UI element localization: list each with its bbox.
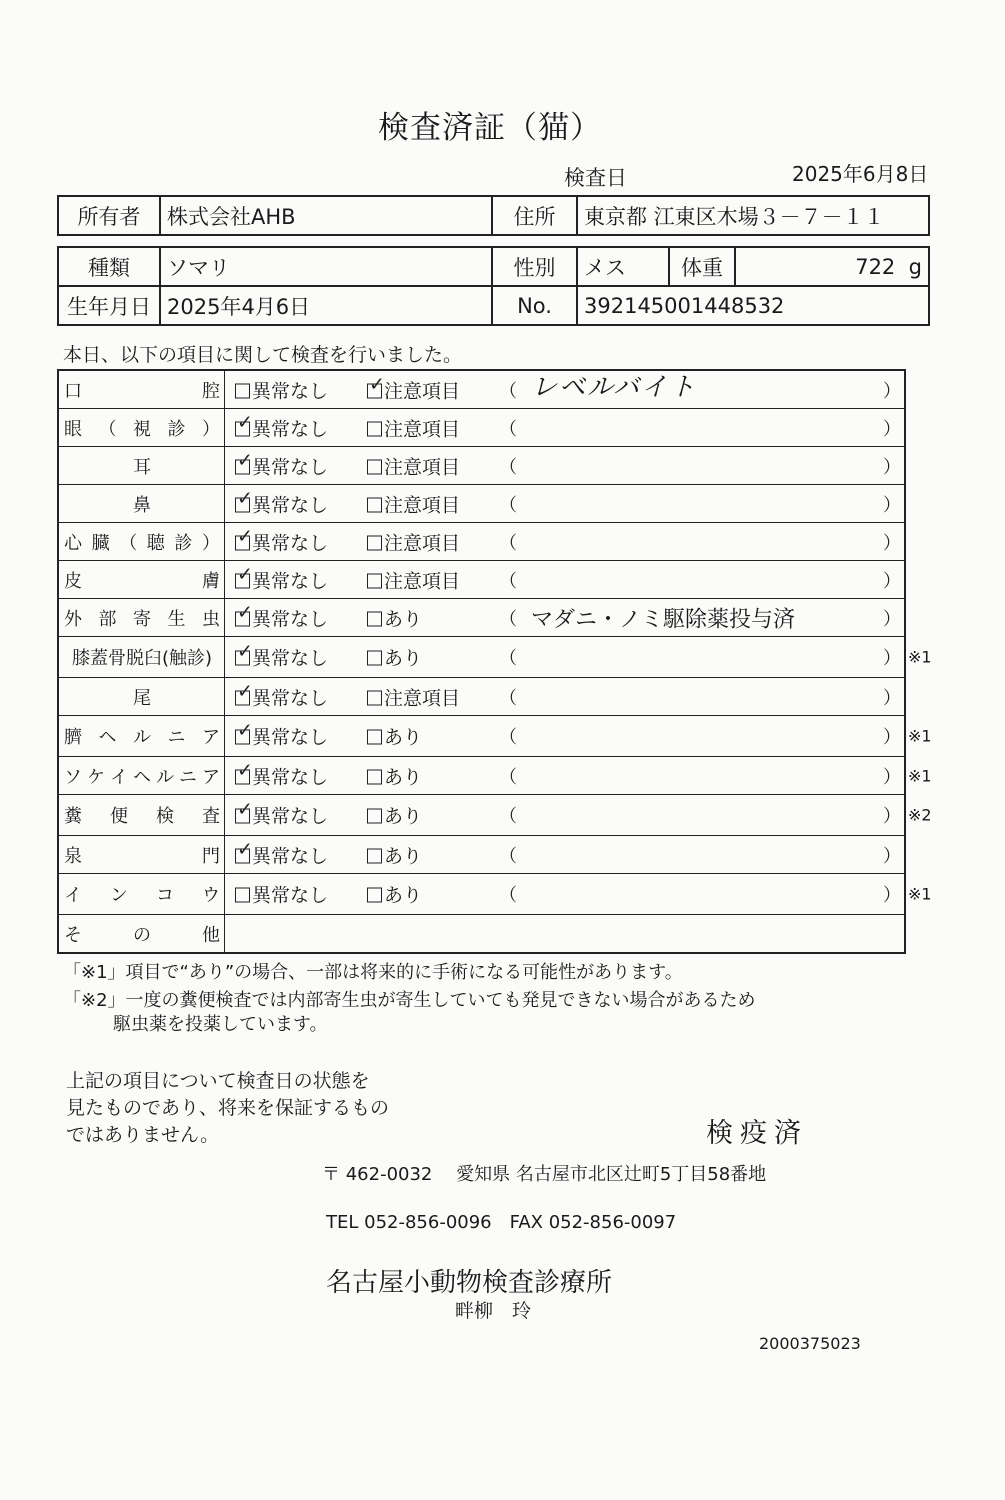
weight-value xyxy=(735,247,929,286)
caution-option[interactable] xyxy=(367,644,422,671)
checkbox[interactable] xyxy=(367,809,382,824)
item-name-char: ヘ xyxy=(98,727,117,748)
paren-open: （ xyxy=(499,885,517,906)
checkbox[interactable] xyxy=(235,487,253,512)
item-name-char: イ xyxy=(110,766,128,788)
option-label: 異常なし xyxy=(252,532,329,554)
item-note: マダニ・ノミ駆除薬投与済 xyxy=(531,607,796,632)
check-mark-icon: ✓ xyxy=(237,525,253,547)
option-label: あり xyxy=(384,726,423,749)
inspection-row xyxy=(59,522,904,560)
no-abnormality-option[interactable] xyxy=(235,376,328,403)
item-name xyxy=(59,409,225,446)
no-abnormality-option[interactable] xyxy=(235,640,329,671)
paren-open: （ xyxy=(499,845,517,867)
paren-close: ） xyxy=(883,608,901,630)
caution-option[interactable] xyxy=(367,414,460,441)
no-value: 392145001448532 xyxy=(577,286,929,325)
paren-close: ） xyxy=(883,766,901,788)
item-name xyxy=(59,561,225,598)
item-name-char: 聴 xyxy=(146,532,165,554)
paren-close: ） xyxy=(883,570,901,592)
option-label: 異常なし xyxy=(252,570,329,592)
item-name xyxy=(59,795,225,835)
owner-table xyxy=(57,195,930,236)
item-name xyxy=(59,836,225,873)
check-mark-icon: ✓ xyxy=(237,719,253,742)
option-label: 異常なし xyxy=(252,766,329,788)
check-mark-icon: ✓ xyxy=(237,563,253,585)
item-name-char: （ xyxy=(119,532,138,554)
checkbox[interactable] xyxy=(367,373,385,398)
option-label: あり xyxy=(384,647,423,670)
checkbox[interactable] xyxy=(235,680,253,705)
checkbox[interactable] xyxy=(235,601,253,626)
item-name-char: 膚 xyxy=(202,570,220,592)
item-name-char: 便 xyxy=(110,806,128,827)
item-name-char: 口 xyxy=(64,380,82,402)
checkbox[interactable] xyxy=(235,759,253,784)
caution-option[interactable] xyxy=(367,604,422,631)
inspection-row xyxy=(59,636,932,677)
paren-close: ） xyxy=(883,727,901,748)
item-name-char: 皮 xyxy=(64,570,82,592)
item-name-char: 臍 xyxy=(64,727,82,748)
item-name xyxy=(59,371,225,408)
footnote-2-continued: 駆虫薬を投薬しています。 xyxy=(113,1014,328,1035)
paren-close: ） xyxy=(883,532,901,554)
paren-close: ） xyxy=(883,687,901,709)
caution-option[interactable] xyxy=(367,841,422,868)
check-mark-icon: ✓ xyxy=(237,411,253,433)
vet-name: 畔柳 玲 xyxy=(455,1300,532,1322)
birth-value: 2025年4月6日 xyxy=(160,286,492,325)
item-name-char: （ xyxy=(98,418,117,440)
owner-label: 所有者 xyxy=(58,196,160,235)
checkbox[interactable] xyxy=(367,888,382,903)
item-name-char: 腔 xyxy=(202,380,220,402)
item-name-char: ケ xyxy=(87,766,105,788)
weight-label: 体重 xyxy=(669,247,735,286)
check-mark-icon: ✓ xyxy=(237,487,253,509)
paren-open: （ xyxy=(499,766,517,788)
checkbox[interactable] xyxy=(235,411,253,436)
no-abnormality-option[interactable] xyxy=(235,487,329,517)
item-name-char: 耳 xyxy=(133,456,151,478)
no-abnormality-option[interactable] xyxy=(235,601,329,631)
exam-date-label: 検査日 xyxy=(564,166,627,190)
paren-close: ） xyxy=(883,806,901,827)
pet-info-table xyxy=(57,246,930,326)
clinic-address: 〒 462-0032 愛知県 名古屋市北区辻町5丁目58番地 xyxy=(322,1164,767,1185)
check-mark-icon: ✓ xyxy=(237,601,253,623)
check-mark-icon: ✓ xyxy=(237,640,253,663)
option-label: 注意項目 xyxy=(384,570,461,592)
checkbox[interactable] xyxy=(367,459,382,474)
item-name-char: ヘ xyxy=(133,766,151,788)
sex-value: メス xyxy=(577,247,669,286)
paren-open: （ xyxy=(499,806,517,827)
item-name-char: 査 xyxy=(202,806,220,827)
item-name-char: 門 xyxy=(202,845,220,867)
option-label: 異常なし xyxy=(252,805,329,828)
item-name-char: ン xyxy=(110,885,128,906)
weight-number: 722 xyxy=(855,254,896,279)
paren-open: （ xyxy=(499,532,517,554)
owner-value: 株式会社AHB xyxy=(160,196,492,235)
item-name-char: そ xyxy=(64,924,82,946)
inspection-row xyxy=(59,408,904,446)
caution-option[interactable] xyxy=(367,723,422,750)
inspection-row xyxy=(59,715,932,756)
disclaimer-line-3: ではありません。 xyxy=(66,1124,220,1146)
paren-open: （ xyxy=(499,608,517,630)
caution-option[interactable] xyxy=(367,683,460,710)
inspection-row xyxy=(59,371,904,408)
item-name-char: ニ xyxy=(167,727,186,748)
paren-close: ） xyxy=(883,418,901,440)
checkbox[interactable] xyxy=(367,497,382,512)
item-name-char: ル xyxy=(133,727,151,748)
item-name xyxy=(59,678,225,715)
checkbox[interactable] xyxy=(235,888,250,903)
item-name-char: ソ xyxy=(64,766,82,788)
option-label: 異常なし xyxy=(252,494,329,516)
checkbox[interactable] xyxy=(367,730,382,745)
option-label: 異常なし xyxy=(252,380,329,402)
check-mark-icon: ✓ xyxy=(369,373,385,395)
item-name xyxy=(59,874,225,914)
option-label: あり xyxy=(384,805,423,828)
option-label: あり xyxy=(384,845,423,867)
caution-option[interactable] xyxy=(367,452,460,479)
check-mark-icon: ✓ xyxy=(237,680,253,702)
breed-label: 種類 xyxy=(58,247,160,286)
no-abnormality-option[interactable] xyxy=(235,563,329,593)
weight-unit: g xyxy=(908,254,922,279)
checkbox[interactable] xyxy=(235,719,253,745)
no-label: No. xyxy=(492,286,577,325)
item-name xyxy=(59,637,225,677)
paren-close: ） xyxy=(883,648,901,669)
item-name xyxy=(59,757,225,794)
item-name-char: 虫 xyxy=(202,608,220,630)
item-name-char: ） xyxy=(202,418,220,440)
paren-open: （ xyxy=(499,380,517,402)
check-mark-icon: ✓ xyxy=(237,798,253,821)
item-name-char: 視 xyxy=(133,418,151,440)
quarantine-stamp: 検疫済 xyxy=(706,1118,808,1149)
checkbox[interactable] xyxy=(367,573,382,588)
inspection-row xyxy=(59,446,904,484)
item-name-char: 部 xyxy=(98,608,117,630)
paren-open: （ xyxy=(499,727,517,748)
item-name xyxy=(59,716,225,756)
item-name-char: コ xyxy=(156,885,174,906)
checkbox[interactable] xyxy=(367,848,382,863)
item-name-char: ア xyxy=(202,727,220,748)
caution-option[interactable] xyxy=(367,373,461,403)
check-mark-icon: ✓ xyxy=(237,838,253,860)
footnote-ref: ※2 xyxy=(908,805,932,825)
checkbox[interactable] xyxy=(367,421,382,436)
footnote-ref: ※1 xyxy=(908,726,932,746)
checkbox[interactable] xyxy=(235,563,253,588)
item-name xyxy=(59,599,225,636)
option-label: 異常なし xyxy=(252,456,329,478)
clinic-name: 名古屋小動物検査診療所 xyxy=(326,1268,613,1298)
inspection-row xyxy=(59,756,932,794)
no-abnormality-option[interactable] xyxy=(235,680,329,710)
checkbox[interactable] xyxy=(235,525,253,550)
paren-open: （ xyxy=(499,687,517,709)
option-label: 異常なし xyxy=(252,884,329,907)
item-name-char: イ xyxy=(64,885,82,906)
paren-open: （ xyxy=(499,494,517,516)
footnote-1: 「※1」項目で“あり”の場合、一部は将来的に手術になる可能性があります。 xyxy=(63,962,683,983)
inspection-row xyxy=(59,484,904,522)
item-name xyxy=(59,523,225,560)
paren-close: ） xyxy=(883,845,901,867)
option-label: 注意項目 xyxy=(384,494,461,516)
item-name xyxy=(59,485,225,522)
inspection-row xyxy=(59,914,904,952)
option-label: 注意項目 xyxy=(384,418,461,440)
checkbox[interactable] xyxy=(367,535,382,550)
item-name-char: 臓 xyxy=(91,532,110,554)
no-abnormality-option[interactable] xyxy=(235,838,329,868)
document-title: 検査済証（猫） xyxy=(378,110,602,146)
item-name-char: ル xyxy=(156,766,174,788)
caution-option[interactable] xyxy=(367,490,460,517)
item-name-char: 検 xyxy=(156,806,174,827)
item-name-char: の xyxy=(133,924,151,946)
inspection-row xyxy=(59,598,904,636)
check-mark-icon: ✓ xyxy=(237,759,253,781)
item-name-char: 尾 xyxy=(133,687,151,709)
item-name-char: 眼 xyxy=(64,418,82,440)
item-name-char: 寄 xyxy=(133,608,151,630)
inspection-table xyxy=(57,369,932,954)
checkbox[interactable] xyxy=(235,383,250,398)
caution-option[interactable] xyxy=(367,802,422,829)
item-name-char: 糞 xyxy=(64,806,82,827)
item-name-char: 生 xyxy=(167,608,186,630)
checkbox[interactable] xyxy=(235,449,253,474)
option-label: あり xyxy=(384,608,423,630)
paren-open: （ xyxy=(499,648,517,669)
inspection-row xyxy=(59,873,932,914)
item-name-char: ） xyxy=(201,532,220,554)
paren-close: ） xyxy=(883,494,901,516)
paren-close: ） xyxy=(883,456,901,478)
item-name-char: ニ xyxy=(179,766,197,788)
checkbox[interactable] xyxy=(367,769,382,784)
inspection-row xyxy=(59,794,932,835)
paren-close: ） xyxy=(883,380,901,402)
no-abnormality-option[interactable] xyxy=(235,881,328,908)
item-name-char: ア xyxy=(202,766,220,788)
item-name-char: 診 xyxy=(167,418,186,440)
caution-option[interactable] xyxy=(367,762,422,789)
inspection-row xyxy=(59,835,904,873)
option-label: 異常なし xyxy=(252,687,329,709)
option-label: 異常なし xyxy=(252,608,329,630)
item-name-char: 泉 xyxy=(64,845,82,867)
footnote-2: 「※2」一度の糞便検査では内部寄生虫が寄生していても発見できない場合があるため xyxy=(63,990,756,1011)
item-name-char: 外 xyxy=(64,608,82,630)
caution-option[interactable] xyxy=(367,566,460,593)
address-label: 住所 xyxy=(492,196,577,235)
option-label: あり xyxy=(384,884,423,907)
checkbox[interactable] xyxy=(367,611,382,626)
option-label: 注意項目 xyxy=(384,532,461,554)
no-abnormality-option[interactable] xyxy=(235,411,329,441)
option-label: 注意項目 xyxy=(384,687,461,709)
no-abnormality-option[interactable] xyxy=(235,719,329,750)
disclaimer-line-2: 見たものであり、将来を保証するもの xyxy=(66,1097,390,1119)
exam-date: 2025年6月8日 xyxy=(792,162,929,186)
check-mark-icon: ✓ xyxy=(237,449,253,471)
no-abnormality-option[interactable] xyxy=(235,525,329,555)
item-name-char: 心 xyxy=(64,532,82,554)
item-name-char: ウ xyxy=(202,885,220,906)
checkbox[interactable] xyxy=(235,798,253,824)
item-name-char: 診 xyxy=(174,532,193,554)
option-label: 異常なし xyxy=(252,845,329,867)
paren-open: （ xyxy=(499,456,517,478)
option-label: 異常なし xyxy=(252,726,329,749)
item-note: レベルバイト xyxy=(531,372,698,403)
no-abnormality-option[interactable] xyxy=(235,798,329,829)
option-label: 注意項目 xyxy=(384,380,461,402)
paren-open: （ xyxy=(499,570,517,592)
intro-text: 本日、以下の項目に関して検査を行いました。 xyxy=(63,344,463,366)
serial-number: 2000375023 xyxy=(759,1334,861,1353)
footnote-ref: ※1 xyxy=(908,766,932,785)
option-label: あり xyxy=(384,766,423,788)
checkbox[interactable] xyxy=(367,651,382,666)
birth-label: 生年月日 xyxy=(58,286,160,325)
option-label: 異常なし xyxy=(252,418,329,440)
caution-option[interactable] xyxy=(367,528,460,555)
item-name-char: 膝蓋骨脱臼(触診) xyxy=(71,648,213,669)
item-name-char: 鼻 xyxy=(133,494,151,516)
disclaimer-line-1: 上記の項目について検査日の状態を xyxy=(66,1070,370,1092)
footnote-ref: ※1 xyxy=(908,884,932,904)
address-value: 東京都 江東区木場３－７－１１ xyxy=(577,196,929,235)
footnote-ref: ※1 xyxy=(908,647,932,667)
checkbox[interactable] xyxy=(235,838,253,863)
inspection-row xyxy=(59,677,904,715)
item-name-char: 他 xyxy=(202,924,220,946)
item-name xyxy=(59,915,225,952)
item-name xyxy=(59,447,225,484)
breed-value: ソマリ xyxy=(160,247,492,286)
paren-close: ） xyxy=(883,885,901,906)
clinic-tel-fax: TEL 052-856-0096 FAX 052-856-0097 xyxy=(326,1212,677,1233)
option-label: 異常なし xyxy=(252,647,329,670)
option-label: 注意項目 xyxy=(384,456,461,478)
paren-open: （ xyxy=(499,418,517,440)
no-abnormality-option[interactable] xyxy=(235,449,329,479)
no-abnormality-option[interactable] xyxy=(235,759,329,789)
caution-option[interactable] xyxy=(367,881,422,908)
checkbox[interactable] xyxy=(367,690,382,705)
sex-label: 性別 xyxy=(492,247,577,286)
checkbox[interactable] xyxy=(235,640,253,666)
inspection-row xyxy=(59,560,904,598)
